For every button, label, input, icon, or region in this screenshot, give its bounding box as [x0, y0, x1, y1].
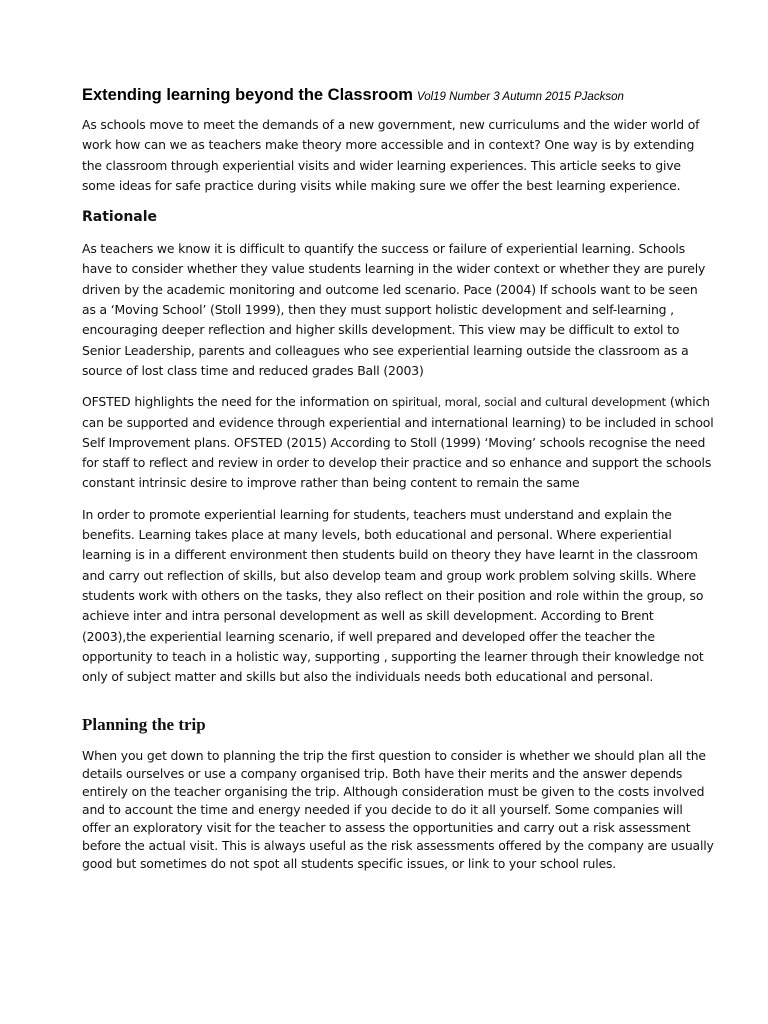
rationale-paragraph-3: In order to promote experiential learning for students, teachers must understand and explain the benefits. Learning takes place at many levels, both educational and personal. Where experiential learning is in a different environment then students build on theory they have learnt in the classroom and carry out reflection of skills, but also develop team and group work problem solving skills. Where students work with others on the tasks, they also reflect on their position and role within the group, so achieve inter and intra personal development as well as skill development. According to Brent (2003),the experiential learning scenario, if well prepared and developed offer the teacher the opportunity to teach in a holistic way, supporting , supporting the learner through their knowledge not only of subject matter and skills but also the individuals needs both educational and personal. [82, 506, 704, 685]
title-line [82, 86, 714, 105]
planning-heading: Planning the trip [82, 715, 206, 735]
rationale-paragraph-2-start: OFSTED highlights the need for the information on [82, 394, 393, 410]
rationale-paragraph-1: As teachers we know it is difficult to quantify the success or failure of experiential learning. Schools have to consider whether they value students learning in the wider context or whether they are purely driven by the academic monitoring and outcome led scenario. Pace (2004) If schools want to be seen as a ‘Moving School’ (Stoll 1999), then they must support holistic development and self-learning , encouraging deeper reflection and higher skills development. This view may be difficult to extol to Senior Leadership, parents and colleagues who see experiential learning outside the classroom as a source of lost class time and reduced grades Ball (2003) [82, 241, 706, 378]
document-page [82, 86, 714, 873]
rationale-heading: Rationale [82, 209, 158, 226]
rationale-paragraph-2-smsc: spiritual, moral, social and cultural development [392, 395, 667, 410]
planning-paragraph-1: When you get down to planning the trip the first question to consider is whether we should plan all the details ourselves or use a company organised trip. Both have their merits and the answer depends entirely on the teacher organising the trip. Although consideration must be given to the costs involved and to account the time and energy needed if you decide to do it all yourself. Some companies will offer an exploratory visit for the teacher to assess the opportunities and carry out a risk assessment before the actual visit. This is always useful as the risk assessments offered by the company are usually good but sometimes do not spot all students specific issues, or link to your school rules. [82, 748, 714, 871]
rationale-paragraph-2-end: (which can be supported and evidence through experiential and international learning) to be included in school Self Improvement plans. OFSTED (2015) According to Stoll (1999) ‘Moving’ schools recognise the need for staff to reflect and review in order to develop their practice and so enhance and support the schools constant intrinsic desire to improve rather than being content to remain the same [82, 394, 714, 491]
rationale-paragraph-2 [82, 392, 714, 493]
document-issue-meta: Vol19 Number 3 Autumn 2015 PJackson [416, 91, 624, 103]
intro-paragraph: As schools move to meet the demands of a new government, new curriculums and the wider world of work how can we as teachers make theory more accessible and in context? One way is by extending the classroom through experiential visits and wider learning experiences. This article seeks to give some ideas for safe practice during visits while making sure we offer the best learning experience. [82, 117, 700, 193]
document-title: Extending learning beyond the Classroom [82, 86, 413, 104]
